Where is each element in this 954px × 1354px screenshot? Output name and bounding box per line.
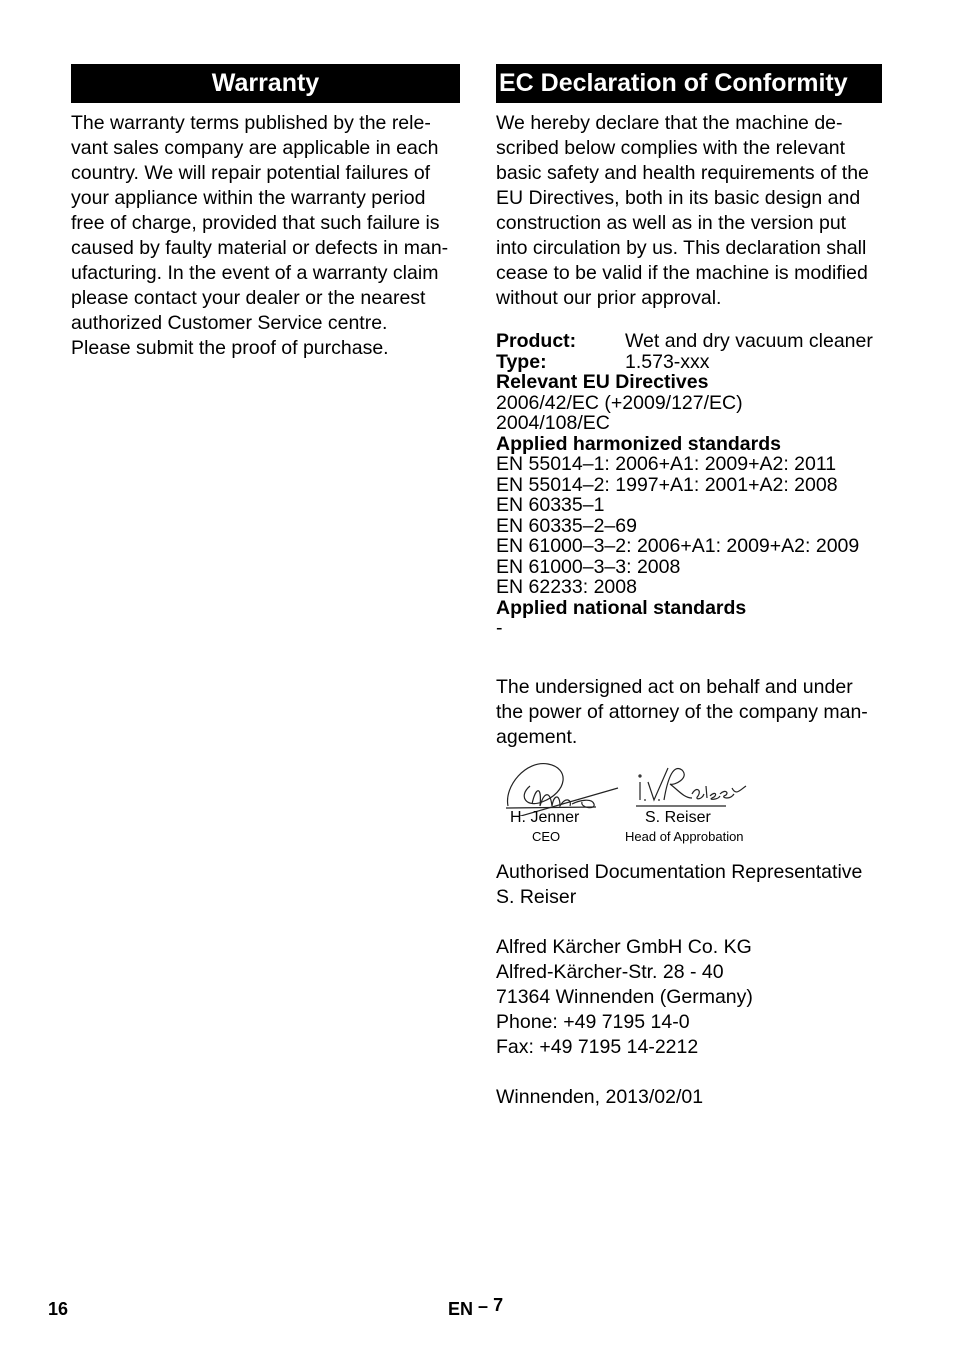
representative-line: S. Reiser [496, 886, 577, 908]
warranty-line: Please submit the proof of purchase. [71, 337, 389, 359]
warranty-line: caused by faulty material or defects in man- [71, 237, 449, 259]
ec-intro-line: cease to be valid if the machine is modified [496, 262, 868, 284]
warranty-line: free of charge, provided that such failure is [71, 212, 440, 234]
signatory-line: The undersigned act on behalf and under [496, 676, 853, 698]
ec-intro-line: construction as well as in the version put [496, 212, 847, 234]
company-address [496, 935, 896, 1060]
footer-dash: – [478, 1296, 489, 1316]
signature-reiser [636, 768, 746, 806]
signer-name-jenner: H. Jenner [510, 809, 580, 826]
ec-intro-paragraph [496, 111, 886, 311]
handwritten-signatures [496, 756, 756, 816]
footer-sub-page: 7 [493, 1295, 504, 1315]
type-row [496, 352, 896, 373]
ec-intro-line: basic safety and health requirements of the [496, 162, 869, 184]
directive-item: 2006/42/EC (+2009/127/EC) [496, 391, 743, 414]
type-value: 1.573-xxx [625, 350, 710, 373]
directive-item: 2004/108/EC [496, 412, 610, 434]
ec-intro-line: EU Directives, both in its basic design and [496, 187, 861, 209]
warranty-line: please contact your dealer or the nearest [71, 287, 426, 309]
warranty-line: The warranty terms published by the rele- [71, 112, 431, 134]
harmonized-standard-item: EN 60335–1 [496, 494, 605, 516]
address-line: 71364 Winnenden (Germany) [496, 986, 753, 1008]
warranty-line: ufacturing. In the event of a warranty claim [71, 262, 439, 284]
signer-role-jenner: CEO [532, 829, 561, 844]
address-line: Fax: +49 7195 14-2212 [496, 1036, 699, 1058]
footer-lang: EN [448, 1299, 474, 1319]
representative-line: Authorised Documentation Representative [496, 861, 863, 883]
national-standards-value: - [496, 617, 503, 639]
type-label: Type: [496, 350, 547, 373]
address-line: Alfred-Kärcher-Str. 28 - 40 [496, 961, 724, 983]
harmonized-standard-item: EN 55014–1: 2006+A1: 2009+A2: 2011 [496, 453, 837, 475]
address-line: Alfred Kärcher GmbH Co. KG [496, 936, 752, 958]
ec-details-block [496, 331, 896, 639]
footer-language-page [448, 1295, 504, 1320]
national-standards-heading: Applied national standards [496, 596, 747, 619]
signatory-paragraph [496, 675, 891, 750]
signatory-line: the power of attorney of the company man- [496, 701, 868, 723]
signer-name-reiser: S. Reiser [645, 809, 711, 826]
product-label: Product: [496, 330, 577, 352]
harmonized-standard-item: EN 62233: 2008 [496, 576, 637, 598]
signer-role-reiser: Head of Approbation [625, 829, 744, 844]
ec-declaration-heading: EC Declaration of Conformity [496, 64, 882, 103]
signatory-line: agement. [496, 726, 578, 748]
ec-intro-line: into circulation by us. This declaration shall [496, 237, 867, 259]
directives-heading: Relevant EU Directives [496, 371, 709, 393]
ec-intro-line: scribed below complies with the relevant [496, 137, 846, 159]
product-row [496, 331, 896, 352]
warranty-line: vant sales company are applicable in each [71, 137, 439, 159]
ec-intro-line: We hereby declare that the machine de- [496, 112, 843, 134]
harmonized-standard-item: EN 61000–3–2: 2006+A1: 2009+A2: 2009 [496, 535, 860, 557]
signature-block [496, 756, 756, 848]
warranty-line: authorized Customer Service centre. [71, 312, 388, 334]
warranty-heading: Warranty [71, 64, 460, 103]
warranty-line: your appliance within the warranty period [71, 187, 426, 209]
place-date: Winnenden, 2013/02/01 [496, 1086, 704, 1108]
ec-intro-line: without our prior approval. [496, 287, 722, 309]
harmonized-standard-item: EN 60335–2–69 [496, 514, 637, 537]
representative-block [496, 860, 896, 910]
harmonized-standards-heading: Applied harmonized standards [496, 432, 781, 455]
harmonized-standard-item: EN 61000–3–3: 2008 [496, 555, 681, 578]
warranty-paragraph [71, 111, 461, 361]
address-line: Phone: +49 7195 14-0 [496, 1011, 690, 1033]
warranty-line: country. We will repair potential failures of [71, 162, 431, 184]
page-number: 16 [48, 1299, 69, 1319]
harmonized-standard-item: EN 55014–2: 1997+A1: 2001+A2: 2008 [496, 473, 838, 496]
product-value: Wet and dry vacuum cleaner [625, 330, 873, 352]
